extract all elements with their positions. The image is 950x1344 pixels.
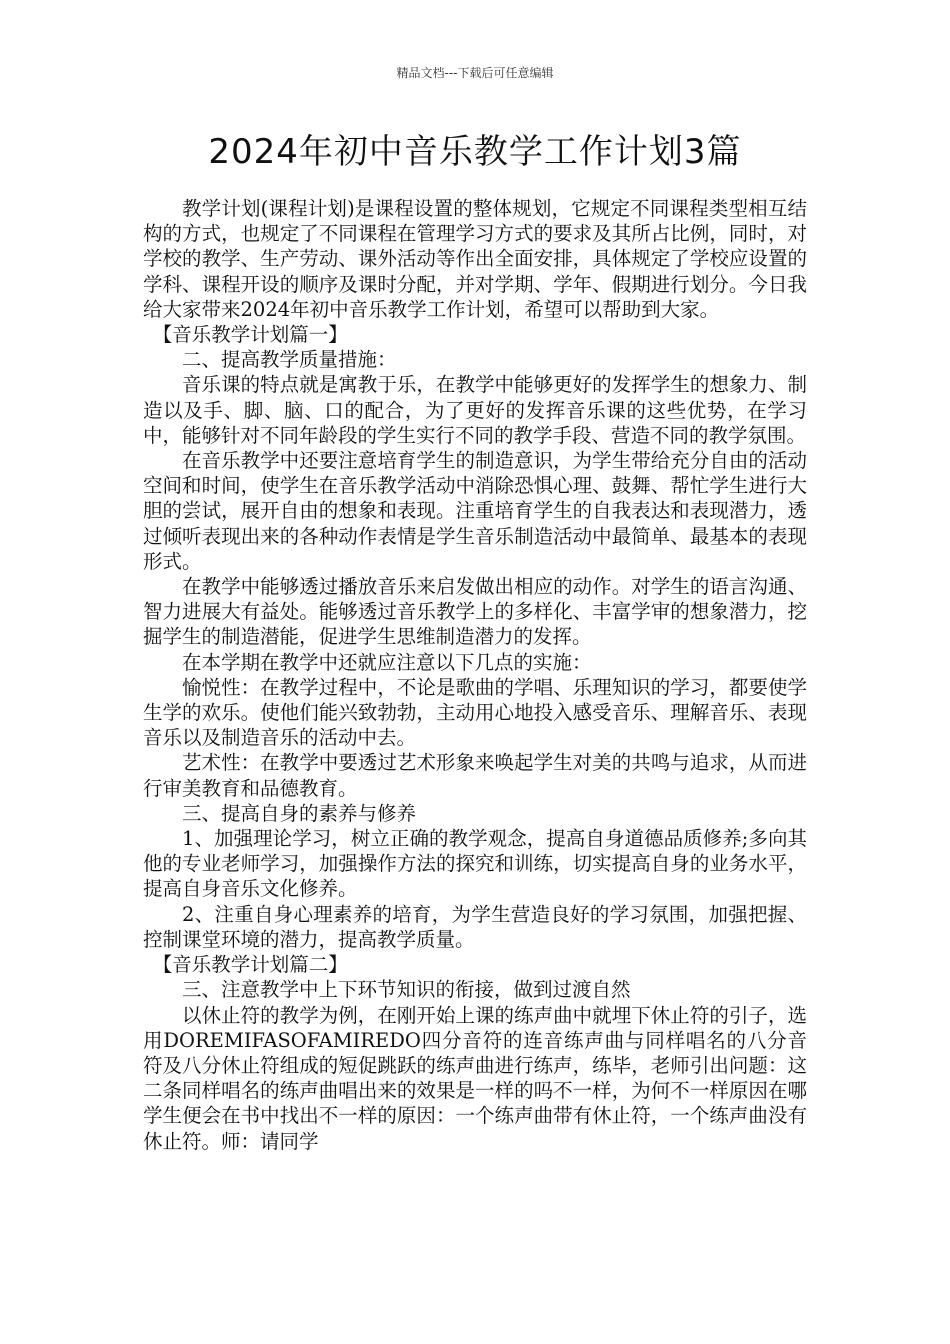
paragraph: 二、提高教学质量措施： — [182, 348, 397, 372]
paragraph: 艺术性：在教学中要透过艺术形象来唤起学生对美的共鸣与追求，从而进行审美教育和品德教育。 — [143, 751, 807, 800]
paragraph: 三、注意教学中上下环节知识的衔接，做到过渡自然 — [182, 978, 631, 1002]
page-title: 2024年初中音乐教学工作计划3篇 — [208, 132, 742, 172]
paragraph: 三、提高自身的素养与修养 — [182, 801, 417, 825]
paragraph: 在教学中能够透过播放音乐来启发做出相应的动作。对学生的语言沟通、智力进展大有益处。能够透过音乐教学上的多样化、丰富学审的想象潜力，挖掘学生的制造潜能，促进学生思维制造潜力的发挥。 — [143, 575, 807, 649]
paragraph: 1、加强理论学习，树立正确的教学观念，提高自身道德品质修养;多向其他的专业老师学习，加强操作方法的探究和训练，切实提高自身的业务水平，提高自身音乐文化修养。 — [143, 827, 807, 901]
paragraph: 音乐课的特点就是寓教于乐，在教学中能够更好的发挥学生的想象力、制造以及手、脚、脑、口的配合，为了更好的发挥音乐课的这些优势，在学习中，能够针对不同年龄段的学生实行不同的教学手段、营造不同的教学氛围。 — [143, 373, 807, 447]
document-body — [143, 196, 807, 1154]
paragraph: 愉悦性：在教学过程中，不论是歌曲的学唱、乐理知识的学习，都要使学生学的欢乐。使他们能兴致勃勃，主动用心地投入感受音乐、理解音乐、表现音乐以及制造音乐的活动中去。 — [143, 675, 807, 750]
paragraph: 在本学期在教学中还就应注意以下几点的实施： — [182, 650, 592, 674]
section-heading: 【音乐教学计划篇一】 — [152, 323, 348, 347]
paragraph: 2、注重自身心理素养的培育，为学生营造良好的学习氛围，加强把握、控制课堂环境的潜力，提高教学质量。 — [143, 902, 807, 951]
paragraph: 在音乐教学中还要注意培育学生的制造意识，为学生带给充分自由的活动空间和时间，使学生在音乐教学活动中消除恐惧心理、鼓舞、帮忙学生进行大胆的尝试，展开自由的想象和表现。注重培育学生的自我表达和表现潜力，透过倾听表现出来的各种动作表情是学生音乐制造活动中最简单、最基本的表现形式。 — [143, 449, 807, 573]
paragraph: 以休止符的教学为例，在刚开始上课的练声曲中就埋下休止符的引子，选用DOREMIFASOFAMIREDO四分音符的连音练声曲与同样唱名的八分音符及八分休止符组成的短促跳跃的练声曲进行练声，练毕，老师引出问题：这二条同样唱名的练声曲唱出来的效果是一样的吗不一样，为何不一样原因在哪学生便会在书中找出不一样的原因：一个练声曲带有休止符，一个练声曲没有休止符。师：请同学 — [143, 1003, 807, 1153]
section-heading: 【音乐教学计划篇二】 — [152, 953, 348, 977]
paragraph: 教学计划(课程计划)是课程设置的整体规划，它规定不同课程类型相互结构的方式，也规定了不同课程在管理学习方式的要求及其所占比例，同时，对学校的教学、生产劳动、课外活动等作出全面安排，具体规定了学校应设置的学科、课程开设的顺序及课时分配，并对学期、学年、假期进行划分。今日我给大家带来2024年初中音乐教学工作计划，希望可以帮助到大家。 — [143, 197, 807, 321]
header-note: 精品文档---下载后可任意编辑 — [396, 66, 554, 80]
